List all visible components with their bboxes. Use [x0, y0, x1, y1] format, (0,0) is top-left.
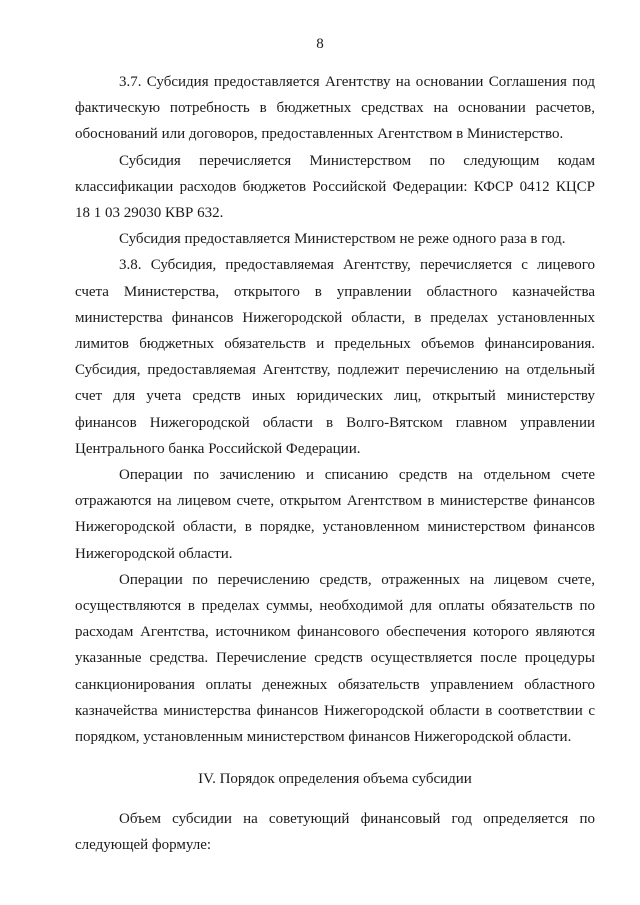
page-number: 8 — [316, 36, 324, 52]
paragraph-operations-transfer: Операции по перечислению средств, отраженных на лицевом счете, осуществляются в пределах суммы, необходимой для оплаты обязательств по расходам Агентства, источником финансового обеспечения которого являются указанные средства. Перечисление средств осуществляется после процедуры санкционирования оплаты денежных обязательств управлением областного казначейства министерства финансов Нижегородской области в соответствии с порядком, установленным министерством финансов Нижегородской области. — [75, 571, 595, 746]
paragraph-budget-codes: Субсидия перечисляется Министерством по следующим кодам классификации расходов бюджетов Российской Федерации: КФСР 0412 КЦСР 18 1 03 29030 КВР 632. — [75, 152, 595, 222]
paragraph-operations-accounting: Операции по зачислению и списанию средств на отдельном счете отражаются на лицевом счете, открытом Агентством в министерстве финансов Нижегородской области, в порядке, установленном министерством финансов Нижегородской области. — [75, 467, 595, 562]
paragraph-3-7: 3.7. Субсидия предоставляется Агентству на основании Соглашения под фактическую потребность в бюджетных средствах на основании расчетов, обоснований или договоров, предоставленных Агентством в Министерство. — [75, 74, 595, 143]
document-body — [75, 69, 595, 859]
paragraph-formula-intro: Объем субсидии на советующий финансовый год определяется по следующей формуле: — [75, 811, 595, 854]
paragraph-3-8: 3.8. Субсидия, предоставляемая Агентству, перечисляется с лицевого счета Министерства, открытого в управлении областного казначейства министерства финансов Нижегородской области, в пределах установленных лимитов бюджетных обязательств и предельных объемов финансирования. Субсидия, предоставляемая Агентству, подлежит перечислению на отдельный счет для учета средств иных юридических лиц, открытый министерству финансов Нижегородской области в Волго-Вятском главном управлении Центрального банка Российской Федерации. — [75, 257, 595, 457]
section-heading: IV. Порядок определения объема субсидии — [198, 771, 472, 788]
paragraph-frequency: Субсидия предоставляется Министерством не реже одного раза в год. — [119, 231, 566, 248]
